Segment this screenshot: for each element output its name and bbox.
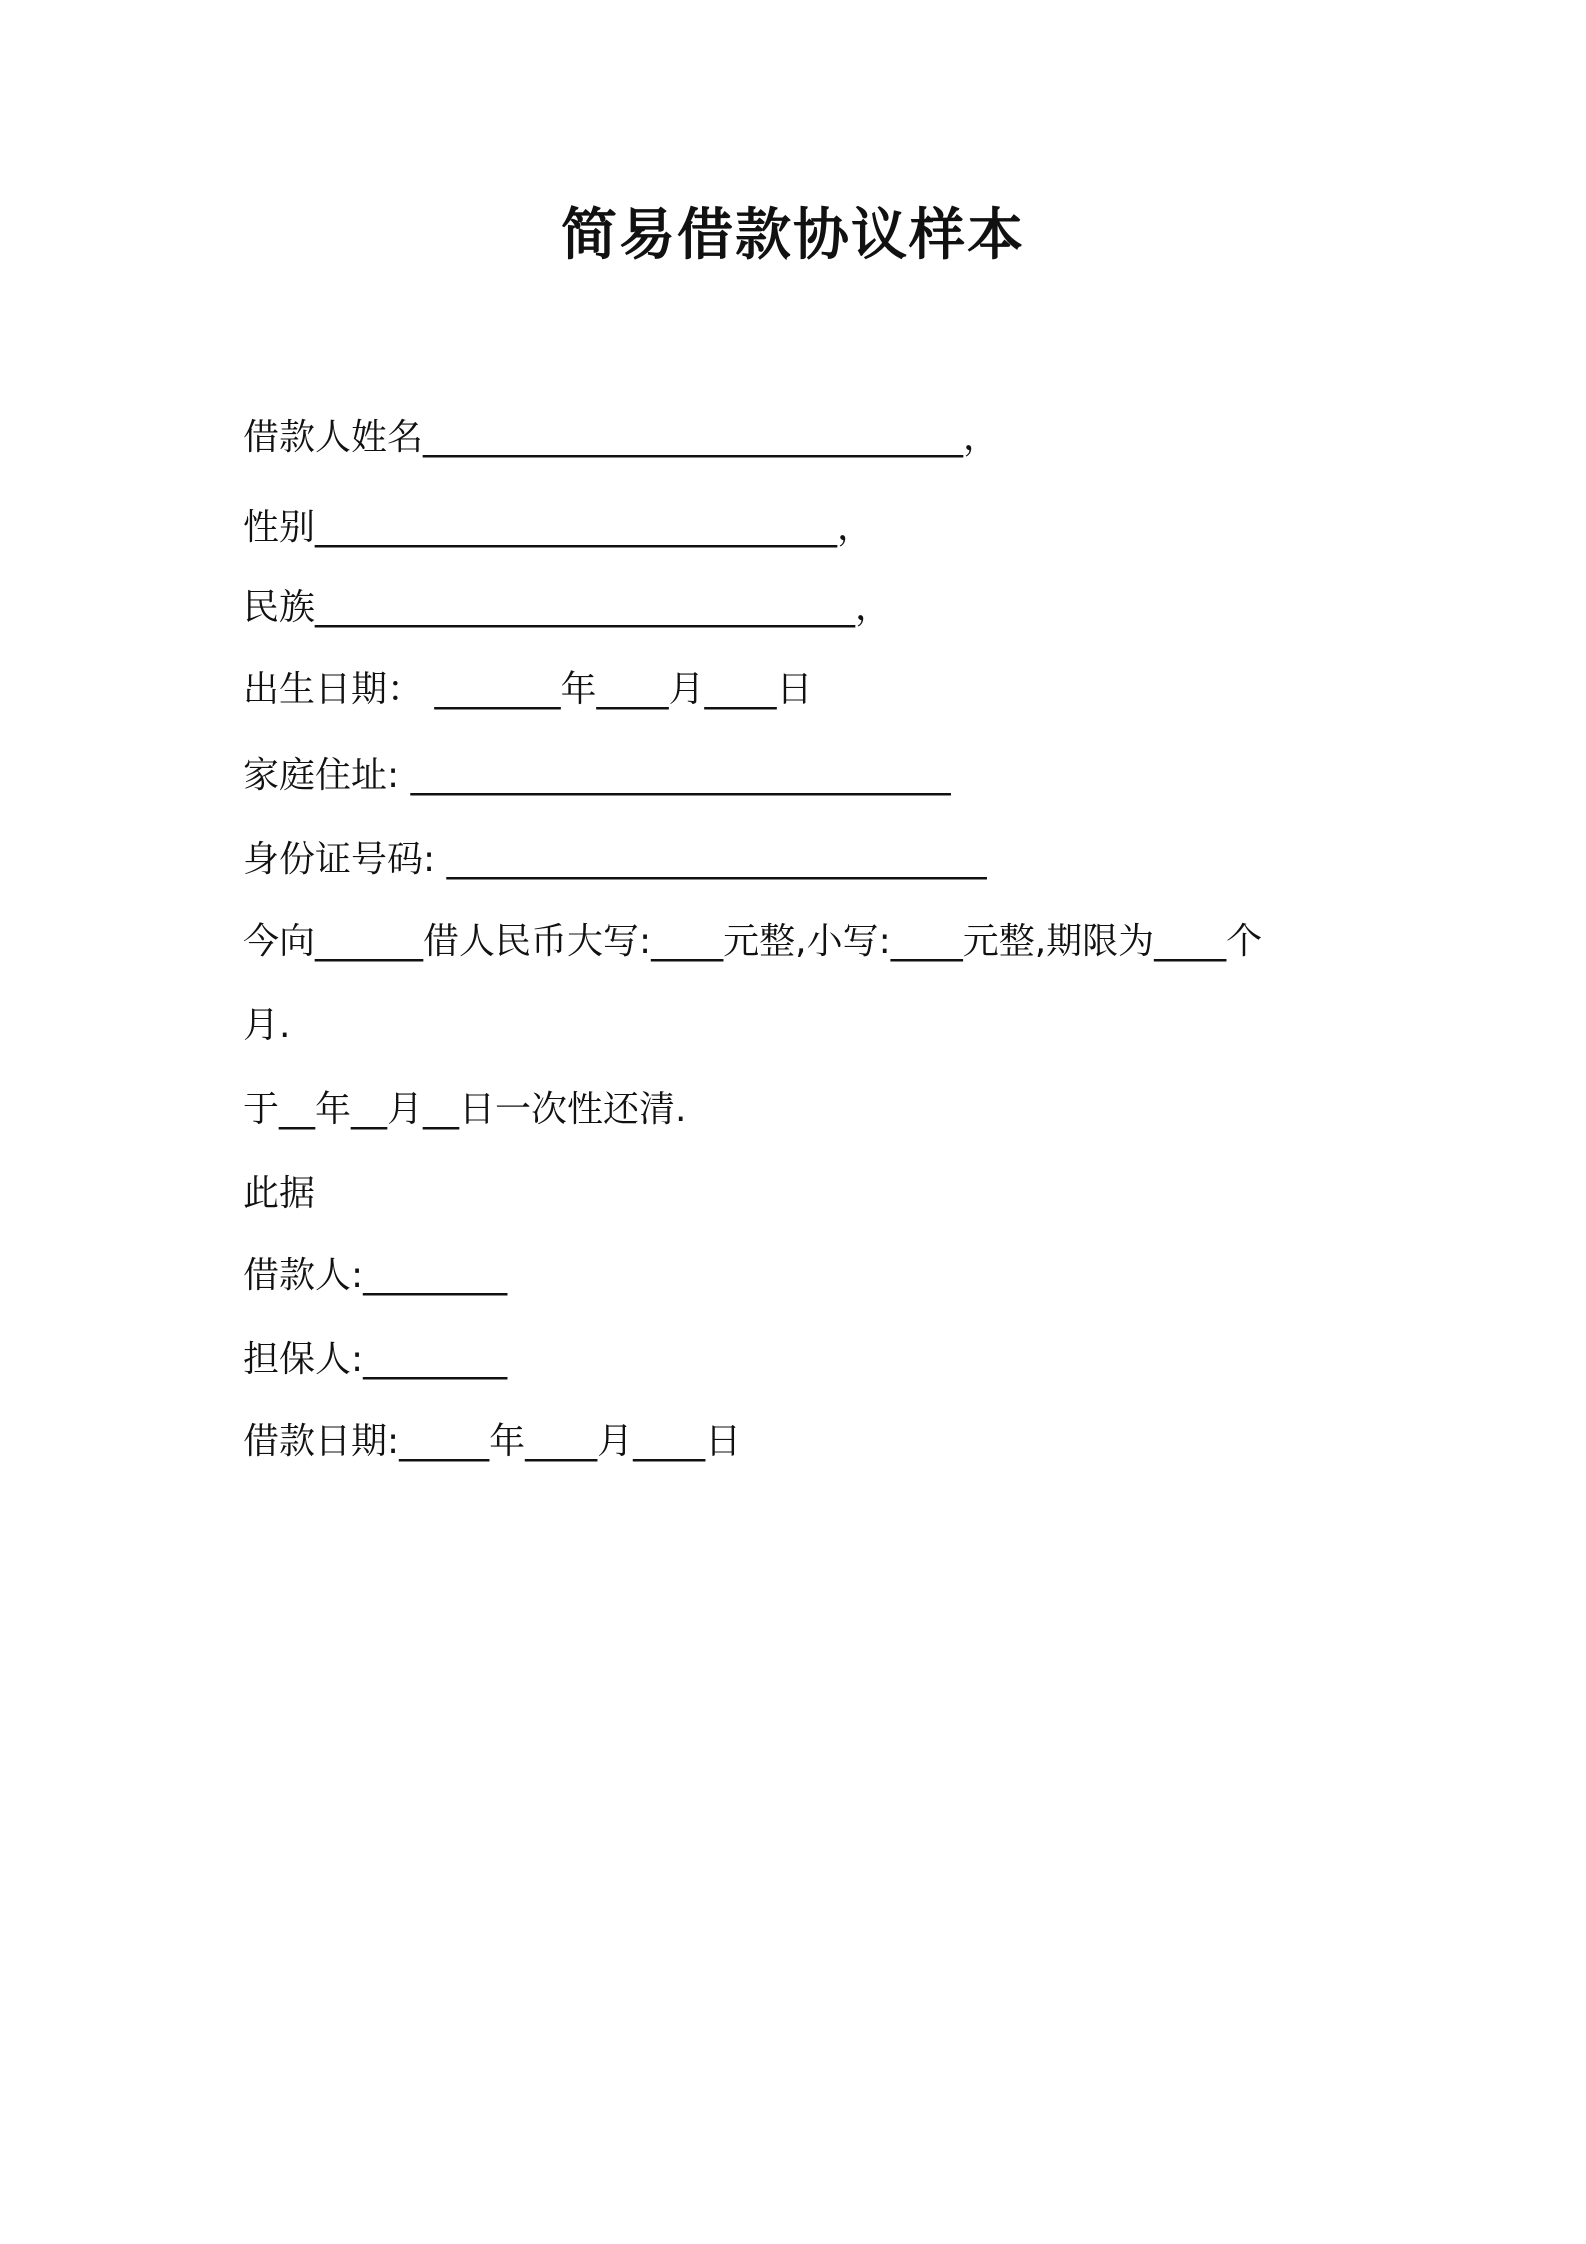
id-number-line: 身份证号码: ______________________________ (243, 839, 987, 880)
borrower-name-line: 借款人姓名______________________________， (243, 417, 1000, 458)
repayment-line: 于__年__月__日一次性还清. (243, 1089, 687, 1130)
borrower-signature-line: 借款人:________ (243, 1255, 508, 1296)
loan-terms-line: 今向______借人民币大写:____元整,小写:____元整,期限为____个 (243, 921, 1263, 962)
loan-terms-continuation: 月. (243, 1005, 291, 1046)
gender-line: 性别_____________________________， (243, 507, 873, 548)
loan-date-line: 借款日期:_____年____月____日 (243, 1421, 742, 1462)
hereby-line: 此据 (243, 1173, 316, 1214)
ethnicity-line: 民族______________________________， (243, 587, 891, 628)
document-title: 简易借款协议样本 (561, 203, 1025, 268)
birth-date-line: 出生日期： _______年____月____日 (243, 669, 813, 710)
guarantor-signature-line: 担保人:________ (243, 1339, 508, 1380)
home-address-line: 家庭住址: ______________________________ (243, 755, 951, 796)
